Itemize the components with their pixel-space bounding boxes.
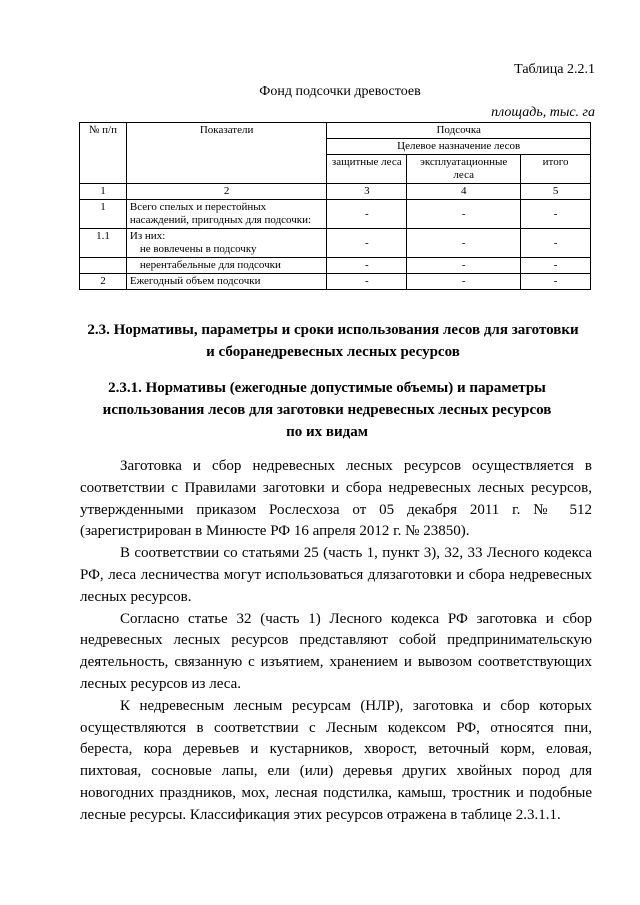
column-number-row bbox=[80, 184, 591, 200]
heading-line: 2.3.1. Нормативы (ежегодные допустимые объемы) и параметры bbox=[108, 380, 546, 396]
col-number: 3 bbox=[327, 184, 407, 200]
forest-tapping-table bbox=[79, 122, 591, 290]
body-text bbox=[80, 456, 592, 827]
header-purpose: Целевое назначение лесов bbox=[327, 139, 591, 155]
table-row bbox=[80, 258, 591, 274]
heading-line: 2.3. Нормативы, параметры и сроки использования лесов для заготовки bbox=[87, 322, 579, 338]
row-total: - bbox=[521, 229, 591, 258]
row-num: 1.1 bbox=[80, 229, 127, 258]
paragraph: Согласно статье 32 (часть 1) Лесного кодекса РФ заготовка и сбор недревесных лесных ресурсов представляют собой предпринимательскую деятельность, связанную с изъятием, хранением и вывозом соответствующих лесных ресурсов из леса. bbox=[80, 610, 592, 692]
row-label: Всего спелых и перестойных насаждений, пригодных для подсочки: bbox=[126, 200, 327, 229]
row-protective: - bbox=[327, 274, 407, 290]
header-group: Подсочка bbox=[327, 123, 591, 139]
table-row bbox=[80, 274, 591, 290]
heading-line: и сборанедревесных лесных ресурсов bbox=[206, 344, 460, 360]
row-label-sub: не вовлечены в подсочку bbox=[139, 243, 257, 255]
heading-line: по их видам bbox=[286, 424, 368, 440]
row-exploitation: - bbox=[407, 258, 521, 274]
col-number: 4 bbox=[407, 184, 521, 200]
row-exploitation: - bbox=[407, 229, 521, 258]
row-num bbox=[80, 258, 127, 274]
table-caption: Таблица 2.2.1 bbox=[514, 62, 595, 77]
paragraph: В соответствии со статьями 25 (часть 1, пункт 3), 32, 33 Лесного кодекса РФ, леса лесничества могут использоваться длязаготовки и сбора недревесных лесных ресурсов. bbox=[80, 545, 592, 605]
row-total: - bbox=[521, 274, 591, 290]
row-num: 1 bbox=[80, 200, 127, 229]
paragraph: К недревесным лесным ресурсам (НЛР), заготовка и сбор которых осуществляются в соответствии с Лесным кодексом РФ, относятся пни, береста, кора деревьев и кустарников, хворост, веточный корм, еловая, пихтовая, сосновые лапы, ели (или) деревья других хвойных пород для новогодних праздников, мох, лесная подстилка, камыш, тростник и подобные лесные ресурсы. Классификация этих ресурсов отражена в таблице 2.3.1.1. bbox=[80, 697, 592, 823]
header-exploitation: эксплуатационные леса bbox=[407, 155, 521, 184]
table-row bbox=[80, 229, 591, 258]
table-row bbox=[80, 200, 591, 229]
heading-line: использования лесов для заготовки недревесных лесных ресурсов bbox=[102, 402, 552, 418]
col-number: 1 bbox=[80, 184, 127, 200]
row-exploitation: - bbox=[407, 274, 521, 290]
table-title: Фонд подсочки древостоев bbox=[259, 84, 421, 99]
col-number: 5 bbox=[521, 184, 591, 200]
row-protective: - bbox=[327, 200, 407, 229]
row-protective: - bbox=[327, 229, 407, 258]
row-protective: - bbox=[327, 258, 407, 274]
col-number: 2 bbox=[126, 184, 327, 200]
section-heading-2-3 bbox=[0, 319, 640, 363]
row-label-main: Из них: bbox=[129, 230, 166, 242]
header-protective: защитные леса bbox=[327, 155, 407, 184]
header-indicators: Показатели bbox=[126, 123, 327, 184]
row-total: - bbox=[521, 200, 591, 229]
row-label bbox=[126, 229, 327, 258]
table-units: площадь, тыс. га bbox=[491, 105, 595, 120]
paragraph: Заготовка и сбор недревесных лесных ресурсов осуществляется в соответствии с Правилами заготовки и сбора недревесных лесных ресурсов, утвержденными приказом Рослесхоза от 05 декабря 2011 г. № 512 (зарегистрирован в Минюсте РФ 16 апреля 2012 г. № 23850). bbox=[80, 458, 592, 540]
row-label: Ежегодный объем подсочки bbox=[126, 274, 327, 290]
row-total: - bbox=[521, 258, 591, 274]
section-heading-2-3-1 bbox=[0, 377, 640, 443]
row-exploitation: - bbox=[407, 200, 521, 229]
row-num: 2 bbox=[80, 274, 127, 290]
row-label: нерентабельные для подсочки bbox=[126, 258, 327, 274]
header-total: итого bbox=[521, 155, 591, 184]
table-header-row bbox=[80, 123, 591, 139]
header-num: № п/п bbox=[80, 123, 127, 184]
